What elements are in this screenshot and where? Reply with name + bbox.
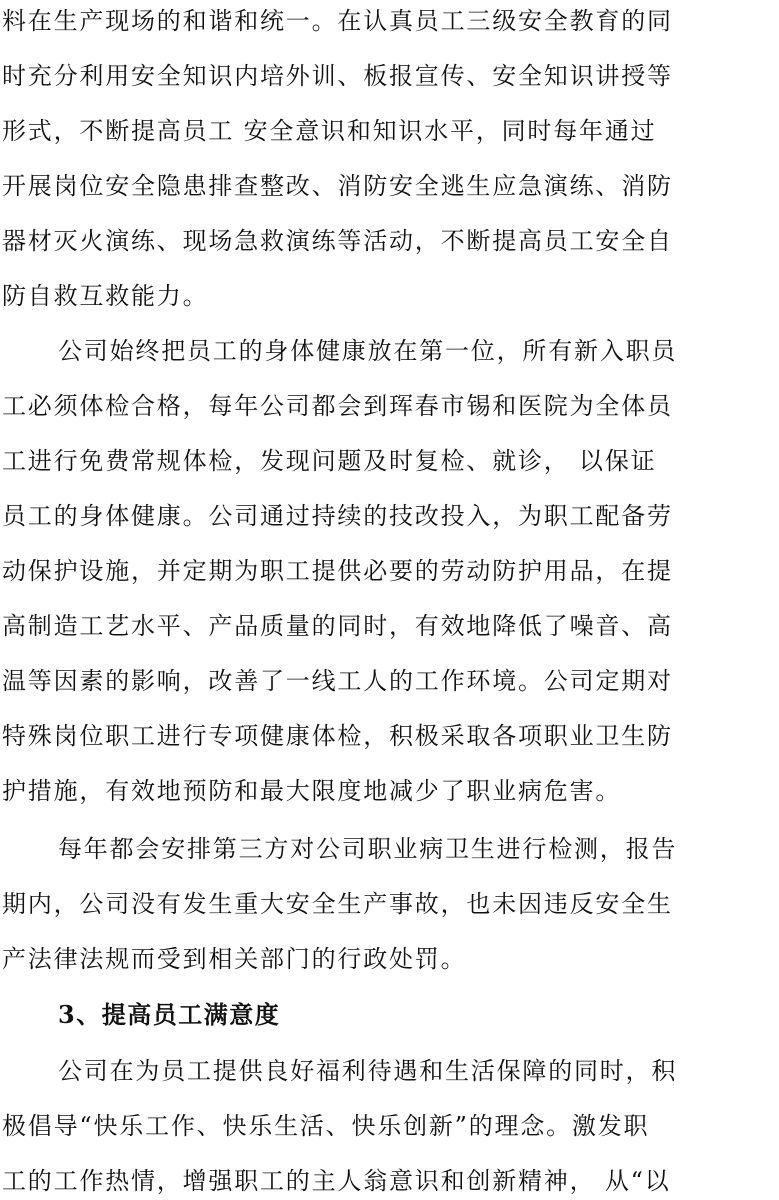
paragraph-line: 护措施，有效地预防和最大限度地减少了职业病危害。	[2, 777, 622, 805]
paragraph-first-line: 公司在为员工提供良好福利待遇和生活保障的同时，积	[58, 1057, 678, 1085]
paragraph-first-line: 公司始终把员工的身体健康放在第一位，所有新入职员	[58, 337, 678, 365]
paragraph-line: 防自救互救能力。	[2, 282, 209, 310]
paragraph-line: 工的工作热情，增强职工的主人翁意识和创新精神， 从“以	[2, 1167, 671, 1195]
paragraph-line: 开展岗位安全隐患排查整改、消防安全逃生应急演练、消防	[2, 172, 673, 200]
paragraph-line: 工进行免费常规体检，发现问题及时复检、就诊， 以保证	[2, 447, 657, 475]
paragraph-line: 产法律法规而受到相关部门的行政处罚。	[2, 945, 467, 973]
section-heading: 3、提高员工满意度	[58, 1000, 281, 1029]
paragraph-line: 员工的身体健康。公司通过持续的技改投入，为职工配备劳	[2, 502, 673, 530]
paragraph-line: 工必须体检合格，每年公司都会到珲春市锡和医院为全体员	[2, 392, 673, 420]
paragraph-line: 期内，公司没有发生重大安全生产事故，也未因违反安全生	[2, 890, 673, 918]
paragraph-line: 动保护设施，并定期为职工提供必要的劳动防护用品，在提	[2, 557, 673, 585]
paragraph-line: 高制造工艺水平、产品质量的同时，有效地降低了噪音、高	[2, 612, 673, 640]
paragraph-line: 料在生产现场的和谐和统一。在认真员工三级安全教育的同	[2, 7, 673, 35]
paragraph-first-line: 每年都会安排第三方对公司职业病卫生进行检测，报告	[58, 835, 678, 863]
paragraph-line: 形式，不断提高员工 安全意识和知识水平，同时每年通过	[2, 117, 657, 145]
paragraph-line: 器材灭火演练、现场急救演练等活动，不断提高员工安全自	[2, 227, 673, 255]
paragraph-line: 时充分利用安全知识内培外训、板报宣传、安全知识讲授等	[2, 62, 673, 90]
paragraph-line: 极倡导“快乐工作、快乐生活、快乐创新”的理念。激发职	[2, 1112, 650, 1140]
paragraph-line: 特殊岗位职工进行专项健康体检，积极采取各项职业卫生防	[2, 722, 673, 750]
paragraph-line: 温等因素的影响，改善了一线工人的工作环境。公司定期对	[2, 667, 673, 695]
